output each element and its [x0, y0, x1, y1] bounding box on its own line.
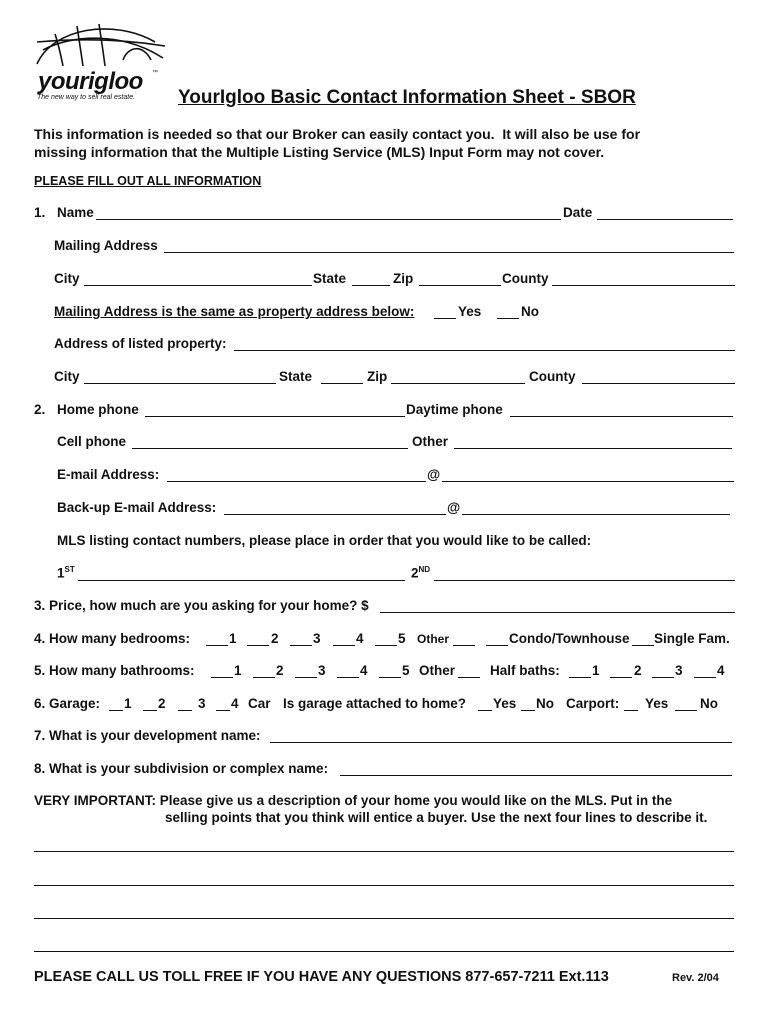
half-baths-1-field[interactable]: [569, 677, 591, 678]
condo-field[interactable]: [486, 645, 508, 646]
listed-address-label: Address of listed property:: [54, 336, 227, 351]
county-2-label: County: [529, 369, 576, 384]
email-domain-field[interactable]: [442, 481, 734, 482]
description-line-4[interactable]: [34, 951, 734, 952]
bedrooms-4-label: 4: [356, 631, 364, 646]
state-label: State: [313, 271, 347, 286]
zip-field[interactable]: [419, 285, 501, 286]
daytime-phone-field[interactable]: [510, 416, 733, 417]
same-address-yes-label: Yes: [458, 304, 482, 319]
half-baths-3-label: 3: [675, 663, 683, 678]
section-2-number: 2.: [34, 402, 46, 417]
email-label: E-mail Address:: [57, 467, 160, 482]
garage-1-field[interactable]: [109, 710, 123, 711]
half-baths-label: Half baths:: [490, 663, 560, 678]
condo-label: Condo/Townhouse: [509, 631, 630, 646]
page-title: YourIgloo Basic Contact Information Sheet - SBOR: [178, 87, 636, 108]
backup-email-label: Back-up E-mail Address:: [57, 500, 217, 515]
trademark: ™: [152, 70, 158, 76]
toll-free-notice: PLEASE CALL US TOLL FREE IF YOU HAVE ANY QUESTIONS 877-657-7211 Ext.113: [34, 969, 609, 985]
date-label: Date: [563, 205, 593, 220]
garage-1-label: 1: [124, 696, 132, 711]
carport-yes-field[interactable]: [624, 710, 638, 711]
bedrooms-2-field[interactable]: [247, 645, 269, 646]
revision-label: Rev. 2/04: [672, 972, 719, 984]
second-contact-field[interactable]: [434, 580, 735, 581]
mls-contact-instruction: MLS listing contact numbers, please place in order that you would like to be called:: [57, 533, 592, 548]
section-1-number: 1.: [34, 205, 46, 220]
home-phone-field[interactable]: [145, 416, 405, 417]
half-baths-4-label: 4: [717, 663, 725, 678]
bedrooms-3-field[interactable]: [290, 645, 312, 646]
subdivision-question: 8. What is your subdivision or complex name:: [34, 761, 329, 776]
bathrooms-other-field[interactable]: [458, 677, 480, 678]
description-line-2[interactable]: [34, 885, 734, 886]
garage-attached-question: Is garage attached to home?: [283, 696, 467, 711]
garage-3-label: 3: [198, 696, 206, 711]
cell-phone-label: Cell phone: [57, 434, 127, 449]
bathrooms-5-label: 5: [402, 663, 410, 678]
bathrooms-3-label: 3: [318, 663, 326, 678]
bedrooms-1-label: 1: [229, 631, 237, 646]
bathrooms-3-field[interactable]: [295, 677, 317, 678]
listed-address-field[interactable]: [234, 350, 735, 351]
same-address-yes-field[interactable]: [434, 318, 456, 319]
bedrooms-1-field[interactable]: [206, 645, 228, 646]
city-2-label: City: [54, 369, 80, 384]
bedrooms-3-label: 3: [313, 631, 321, 646]
bedrooms-other-label: Other: [417, 632, 450, 646]
bathrooms-question: 5. How many bathrooms:: [34, 663, 195, 678]
attached-yes-label: Yes: [493, 696, 517, 711]
backup-email-domain-field[interactable]: [462, 514, 730, 515]
description-line-1[interactable]: [34, 851, 734, 852]
home-phone-label: Home phone: [57, 402, 139, 417]
other-phone-field[interactable]: [454, 448, 732, 449]
attached-yes-field[interactable]: [478, 710, 492, 711]
logo-wordmark: yourigloo: [38, 68, 143, 95]
zip-2-label: Zip: [367, 369, 388, 384]
other-phone-label: Other: [412, 434, 449, 449]
state-field[interactable]: [352, 285, 390, 286]
garage-car-label: Car: [248, 696, 271, 711]
price-field[interactable]: [380, 612, 735, 613]
carport-no-label: No: [700, 696, 718, 711]
backup-email-user-field[interactable]: [224, 514, 446, 515]
description-line-3[interactable]: [34, 918, 734, 919]
carport-no-field[interactable]: [675, 710, 697, 711]
first-contact-label: 1ST: [57, 565, 75, 581]
same-address-no-label: No: [521, 304, 539, 319]
email-user-field[interactable]: [167, 481, 426, 482]
zip-label: Zip: [393, 271, 414, 286]
intro-line-2: missing information that the Multiple Listing Service (MLS) Input Form may not cover.: [34, 144, 605, 160]
bathrooms-2-field[interactable]: [253, 677, 275, 678]
development-question: 7. What is your development name:: [34, 728, 261, 743]
price-question: 3. Price, how much are you asking for your home? $: [34, 598, 369, 613]
carport-label: Carport:: [566, 696, 620, 711]
half-baths-3-field[interactable]: [652, 677, 674, 678]
garage-4-label: 4: [231, 696, 239, 711]
bathrooms-1-field[interactable]: [211, 677, 233, 678]
state-2-field[interactable]: [321, 383, 363, 384]
half-baths-1-label: 1: [592, 663, 600, 678]
attached-no-label: No: [536, 696, 554, 711]
garage-4-field[interactable]: [216, 710, 230, 711]
city-label: City: [54, 271, 80, 286]
description-instruction-line-1: VERY IMPORTANT: Please give us a description of your home you would like on the MLS. Put in the: [34, 793, 673, 808]
daytime-phone-label: Daytime phone: [406, 402, 503, 417]
mailing-address-field[interactable]: [164, 252, 734, 253]
logo-tagline: The new way to sell real estate.: [37, 94, 136, 101]
garage-question: 6. Garage:: [34, 696, 101, 711]
mailing-address-label: Mailing Address: [54, 238, 158, 253]
state-2-label: State: [279, 369, 313, 384]
garage-2-label: 2: [158, 696, 166, 711]
half-baths-4-field[interactable]: [694, 677, 716, 678]
bedrooms-question: 4. How many bedrooms:: [34, 631, 191, 646]
city-field[interactable]: [84, 285, 312, 286]
bedrooms-other-field[interactable]: [453, 645, 475, 646]
county-label: County: [502, 271, 549, 286]
attached-no-field[interactable]: [521, 710, 535, 711]
half-baths-2-field[interactable]: [610, 677, 632, 678]
backup-email-at-sign: @: [447, 500, 461, 515]
description-instruction-line-2: selling points that you think will entice a buyer. Use the next four lines to describe it.: [165, 810, 708, 825]
zip-2-field[interactable]: [391, 383, 525, 384]
garage-3-field[interactable]: [178, 710, 192, 711]
half-baths-2-label: 2: [634, 663, 642, 678]
bathrooms-5-field[interactable]: [379, 677, 401, 678]
bathrooms-4-field[interactable]: [337, 677, 359, 678]
second-contact-label: 2ND: [411, 565, 431, 581]
development-field[interactable]: [270, 742, 732, 743]
intro-line-1: This information is needed so that our Broker can easily contact you. It will also be use for: [34, 126, 641, 142]
subdivision-field[interactable]: [340, 775, 732, 776]
carport-yes-label: Yes: [645, 696, 669, 711]
email-at-sign: @: [427, 467, 441, 482]
same-address-no-field[interactable]: [497, 318, 519, 319]
bedrooms-5-label: 5: [398, 631, 406, 646]
name-field[interactable]: [96, 219, 561, 220]
bedrooms-5-field[interactable]: [375, 645, 397, 646]
cell-phone-field[interactable]: [132, 448, 408, 449]
county-2-field[interactable]: [582, 383, 735, 384]
single-family-field[interactable]: [632, 645, 654, 646]
bathrooms-2-label: 2: [276, 663, 284, 678]
bathrooms-other-label: Other: [419, 663, 456, 678]
bedrooms-2-label: 2: [271, 631, 279, 646]
fill-instruction: PLEASE FILL OUT ALL INFORMATION: [34, 174, 262, 188]
name-label: Name: [57, 205, 94, 220]
garage-2-field[interactable]: [143, 710, 157, 711]
date-field[interactable]: [597, 219, 733, 220]
bathrooms-1-label: 1: [234, 663, 242, 678]
same-address-label: Mailing Address is the same as property address below:: [54, 304, 415, 319]
bathrooms-4-label: 4: [360, 663, 368, 678]
single-family-label: Single Fam.: [654, 631, 730, 646]
bedrooms-4-field[interactable]: [333, 645, 355, 646]
first-contact-field[interactable]: [78, 580, 405, 581]
county-field[interactable]: [552, 285, 735, 286]
city-2-field[interactable]: [84, 383, 276, 384]
